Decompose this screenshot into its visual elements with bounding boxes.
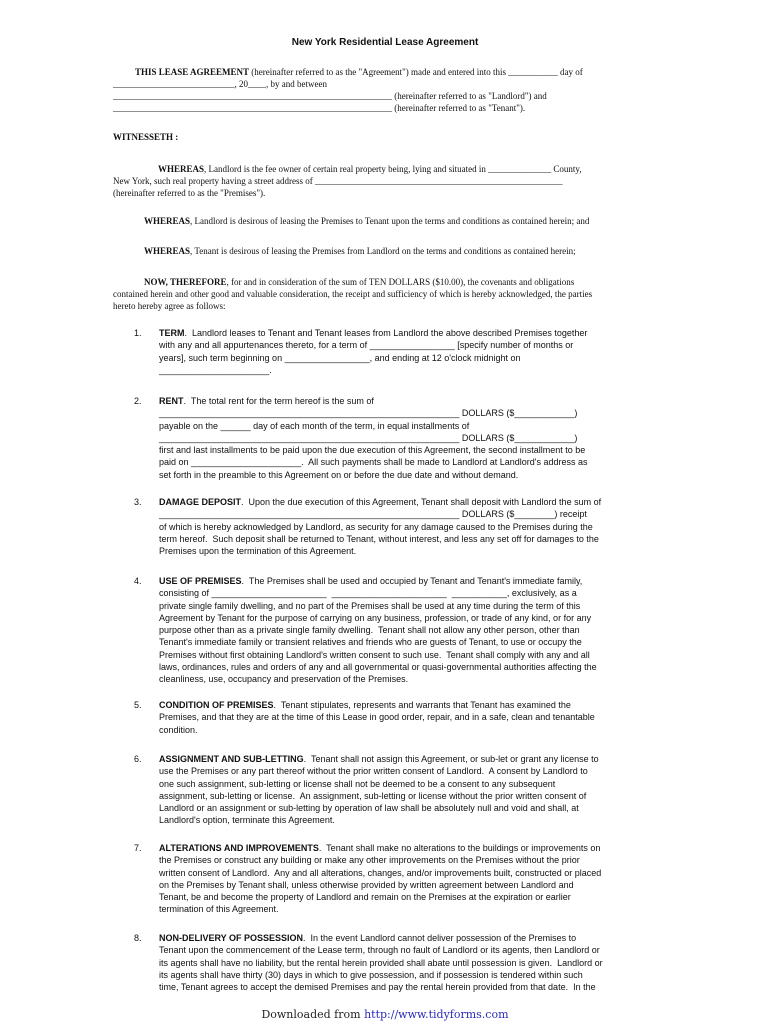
section-rent	[159, 395, 659, 481]
section-line: of which is hereby acknowledged by Landlord, as security for any damage caused to the Premises during the	[159, 521, 593, 532]
section-line: ____________________________________________________________ DOLLARS ($________) receipt	[159, 509, 587, 520]
section-line: ______________________.	[159, 364, 272, 375]
section-line: Premises, and that they are at the time of this Lease in good order, repair, and in a safe, clean and tenantable	[159, 712, 595, 723]
section-line: Landlord's option, terminate this Agreement.	[159, 815, 335, 826]
section-line: set forth in the preamble to this Agreement on or before the due date and without demand.	[159, 469, 519, 480]
whereas-3-bold: WHEREAS	[144, 246, 191, 256]
section-line: consisting of _______________________ _______________________ ___________, exclusively, as a	[159, 588, 577, 599]
whereas-paragraph-1	[113, 163, 653, 199]
section-line: its agents shall have no liability, but the rental herein provided shall abate until possession is given. Landlord or	[159, 957, 603, 968]
section-non-delivery	[159, 932, 659, 993]
section-line: years], such term beginning on _________________, and ending at 12 o'clock midnight on	[159, 352, 521, 363]
intro-line-3: ______________________________________________________________ (hereinafter referred to as "Landlord") and	[113, 91, 547, 101]
section-line: use the Premises or any part thereof without the prior written consent of Landlord. A consent by Landlord to	[159, 766, 588, 777]
whereas-1-bold: WHEREAS	[158, 164, 205, 174]
section-line: . Tenant shall make no alterations to the buildings or improvements on	[318, 843, 601, 853]
section-line: . Upon the due execution of this Agreement, Tenant shall deposit with Landlord the sum of	[241, 497, 602, 507]
section-condition-of-premises	[159, 699, 659, 736]
section-line: payable on the ______ day of each month of the term, in equal installments of	[159, 420, 470, 431]
section-line: on the Premises by Tenant shall, unless otherwise provided by written agreement between Landlord and	[159, 879, 574, 890]
whereas-1-line-1: , Landlord is the fee owner of certain real property being, lying and situated in ______________ County,	[204, 164, 582, 174]
section-number: 4.	[134, 576, 142, 586]
section-heading: TERM	[159, 328, 185, 338]
section-line: with any and all appurtenances thereto, for a term of _________________ [specify number of months or	[159, 340, 574, 351]
whereas-1-line-2: New York, such real property having a street address of _______________________________________________________	[113, 176, 563, 186]
section-line: . Landlord leases to Tenant and Tenant leases from Landlord the above described Premises together	[184, 328, 588, 338]
section-number: 2.	[134, 396, 142, 406]
section-line: Tenant, be and become the property of Landlord and remain on the Premises at the expiration or earlier	[159, 892, 571, 903]
tidyforms-link[interactable]: http://www.tidyforms.com	[364, 1008, 509, 1021]
section-line: termination of this Agreement.	[159, 904, 279, 915]
section-use-of-premises	[159, 575, 659, 686]
therefore-line-2: contained herein and other good and valuable consideration, the receipt and sufficiency of which is hereby acknowledged, the parties	[113, 289, 593, 299]
section-line: Landlord or an assignment or sub-letting by operation of law shall be absolutely null and void and shall, at	[159, 803, 579, 814]
section-alterations-improvements	[159, 842, 659, 916]
section-line: one such assignment, sub-letting or license shall not be deemed to be a consent to any subsequent	[159, 778, 556, 789]
section-line: . Tenant shall not assign this Agreement, or sub-let or grant any license to	[303, 754, 599, 764]
section-line: purpose other than as a private single family dwelling. Tenant shall not allow any other person, other than	[159, 625, 580, 636]
section-line: paid on ______________________. All such payments shall be made to Landlord at Landlord's address as	[159, 457, 588, 468]
section-line: . The Premises shall be used and occupied by Tenant and Tenant's immediate family,	[241, 576, 583, 586]
whereas-paragraph-3	[113, 245, 653, 257]
intro-line-2: ___________________________, 20____, by and between	[113, 79, 327, 89]
section-line: ____________________________________________________________ DOLLARS ($____________)	[159, 408, 578, 419]
section-line: cleanliness, use, occupancy and preservation of the Premises.	[159, 674, 409, 685]
therefore-line-3: hereto hereby agree as follows:	[113, 301, 226, 311]
section-line: time, Tenant agrees to accept the demised Premises and pay the rental herein provided from that date. In the	[159, 982, 596, 993]
intro-line-4: ______________________________________________________________ (hereinafter referred to as "Tenant").	[113, 103, 526, 113]
download-footer	[0, 1008, 770, 1021]
section-heading: NON-DELIVERY OF POSSESSION	[159, 933, 304, 943]
section-line: term hereof. Such deposit shall be returned to Tenant, without interest, and less any set off for damages to the	[159, 533, 599, 544]
section-heading: RENT	[159, 396, 184, 406]
witnesseth-heading: WITNESSETH :	[113, 132, 179, 142]
section-heading: DAMAGE DEPOSIT	[159, 497, 242, 507]
intro-line-1: (hereinafter referred to as the "Agreement") made and entered into this ___________ day of	[249, 67, 583, 77]
whereas-2-bold: WHEREAS	[144, 216, 191, 226]
section-number: 7.	[134, 843, 142, 853]
section-line: private single family dwelling, and no part of the Premises shall be used at any time during the term of this	[159, 600, 581, 611]
section-number: 1.	[134, 328, 142, 338]
section-line: laws, ordinances, rules and orders of any and all governmental or quasi-governmental authorities affecting the	[159, 662, 597, 673]
therefore-line-1: , for and in consideration of the sum of TEN DOLLARS ($10.00), the covenants and obligations	[226, 277, 575, 287]
whereas-3-text: , Tenant is desirous of leasing the Premises from Landlord on the terms and conditions as contained herein;	[190, 246, 576, 256]
section-line: . Tenant stipulates, represents and warrants that Tenant has examined the	[273, 700, 571, 710]
section-line: . In the event Landlord cannot deliver possession of the Premises to	[303, 933, 577, 943]
whereas-paragraph-2	[113, 215, 653, 227]
section-number: 5.	[134, 700, 142, 710]
therefore-bold: NOW, THEREFORE	[144, 277, 227, 287]
section-line: ____________________________________________________________ DOLLARS ($____________)	[159, 432, 578, 443]
section-number: 3.	[134, 497, 142, 507]
section-term	[159, 327, 659, 376]
section-line: Tenant's immediate family or transient relatives and friends who are guests of Tenant, to use or occupy the	[159, 637, 582, 648]
intro-bold: THIS LEASE AGREEMENT	[135, 67, 250, 77]
section-line: its agents shall have thirty (30) days in which to give possession, and if possession is tendered within such	[159, 969, 583, 980]
section-line: assignment, sub-letting or license. An assignment, sub-letting or license without the prior written consent of	[159, 790, 587, 801]
footer-prefix: Downloaded from	[261, 1008, 365, 1021]
whereas-1-line-3: (hereinafter referred to as the "Premises").	[113, 188, 266, 198]
now-therefore-paragraph	[113, 276, 653, 312]
section-heading: CONDITION OF PREMISES	[159, 700, 274, 710]
section-line: Premises without first obtaining Landlord's written consent to such use. Tenant shall comply with any and all	[159, 649, 590, 660]
intro-paragraph	[113, 66, 653, 114]
section-heading: USE OF PREMISES	[159, 576, 242, 586]
section-heading: ALTERATIONS AND IMPROVEMENTS	[159, 843, 319, 853]
section-line: Tenant upon the commencement of the Lease term, through no fault of Landlord or its agents, then Landlord or	[159, 945, 600, 956]
section-line: first and last installments to be paid upon the due execution of this Agreement, the second installment to be	[159, 445, 586, 456]
section-assignment-sub-letting	[159, 753, 659, 827]
section-line: written consent of Landlord. Any and all alterations, changes, and/or improvements built, constructed or placed	[159, 867, 602, 878]
section-line: . The total rent for the term hereof is the sum of	[183, 396, 374, 406]
section-damage-deposit	[159, 496, 659, 557]
section-line: the Premises or construct any building or make any other improvements on the Premises without the prior	[159, 855, 580, 866]
section-number: 8.	[134, 933, 142, 943]
section-heading: ASSIGNMENT AND SUB-LETTING	[159, 754, 304, 764]
section-line: Premises upon the termination of this Agreement.	[159, 546, 357, 557]
section-line: condition.	[159, 724, 198, 735]
section-number: 6.	[134, 754, 142, 764]
whereas-2-text: , Landlord is desirous of leasing the Premises to Tenant upon the terms and conditions as contained herein; and	[190, 216, 590, 226]
section-line: Agreement by Tenant for the purpose of carrying on any business, profession, or trade of any kind, or for any	[159, 612, 592, 623]
document-title: New York Residential Lease Agreement	[291, 37, 479, 48]
